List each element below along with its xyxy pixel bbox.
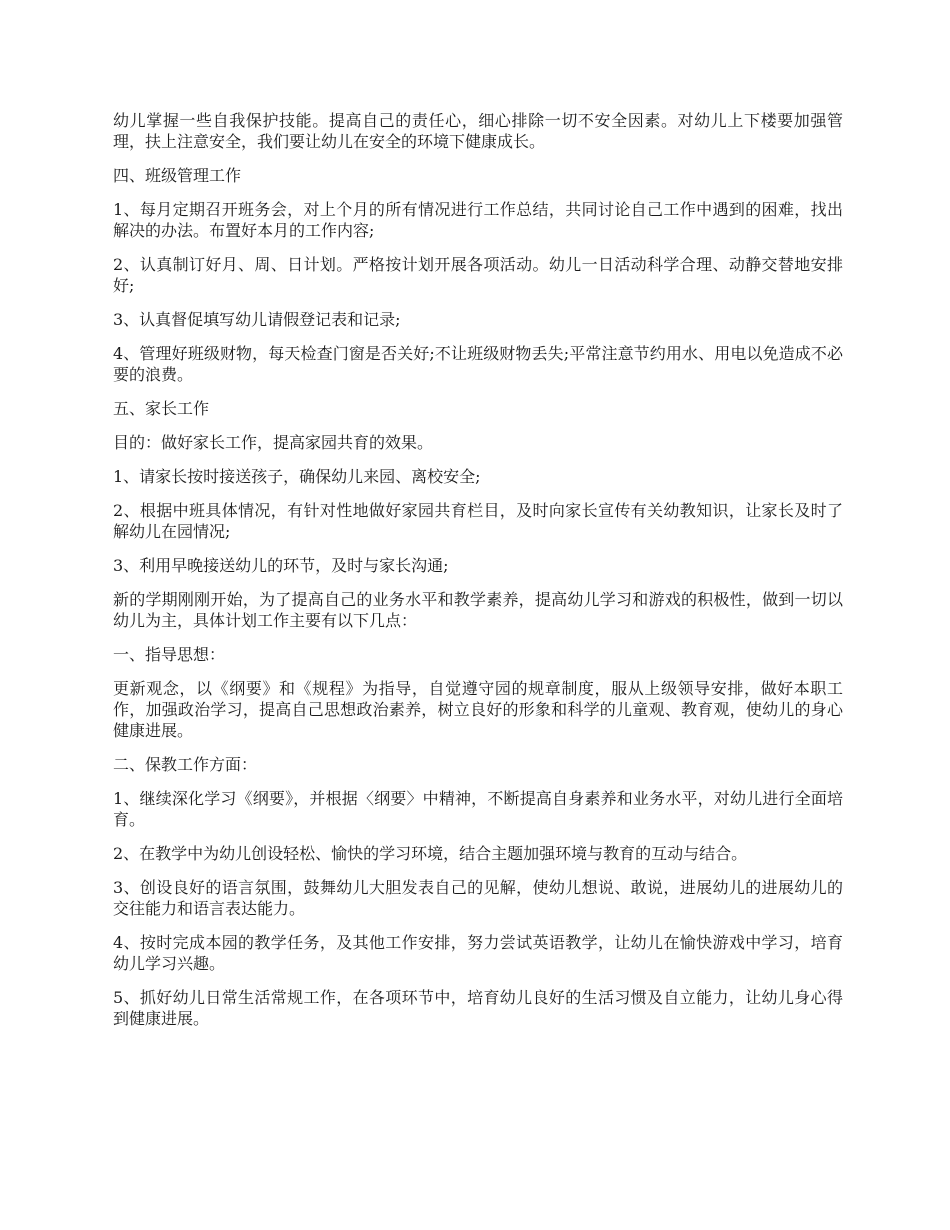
- document-page: [113, 110, 843, 1042]
- paragraph-purpose: 目的：做好家长工作，提高家园共育的效果。: [113, 433, 434, 452]
- heading-care-education: 二、保教工作方面：: [113, 755, 258, 774]
- list-item-communication: 3、利用早晚接送幼儿的环节，及时与家长沟通;: [113, 556, 449, 575]
- list-item-plans: 2、认真制订好月、周、日计划。严格按计划开展各项活动。幼儿一日活动科学合理、动静交替地安排好;: [113, 255, 843, 295]
- paragraph-safety-continuation: 幼儿掌握一些自我保护技能。提高自己的责任心，细心排除一切不安全因素。对幼儿上下楼要加强管理，扶上注意安全，我们要让幼儿在安全的环境下健康成长。: [113, 111, 843, 151]
- paragraph-new-semester: 新的学期刚刚开始，为了提高自己的业务水平和教学素养，提高幼儿学习和游戏的积极性，做到一切以幼儿为主，具体计划工作主要有以下几点：: [113, 590, 843, 630]
- heading-class-management: 四、班级管理工作: [113, 166, 242, 185]
- list-item-teaching-tasks: 4、按时完成本园的教学任务，及其他工作安排，努力尝试英语教学，让幼儿在愉快游戏中学习，培育幼儿学习兴趣。: [113, 933, 843, 973]
- list-item-daily-routine: 5、抓好幼儿日常生活常规工作，在各项环节中，培育幼儿良好的生活习惯及自立能力，让幼儿身心得到健康进展。: [113, 988, 843, 1028]
- paragraph-update-concepts: 更新观念，以《纲要》和《规程》为指导，自觉遵守园的规章制度，服从上级领导安排，做好本职工作，加强政治学习，提高自己思想政治素养，树立良好的形象和科学的儿童观、教育观，使幼儿的身心健康进展。: [113, 679, 843, 740]
- heading-guiding-thought: 一、指导思想：: [113, 645, 226, 664]
- list-item-class-property: 4、管理好班级财物，每天检查门窗是否关好;不让班级财物丢失;平常注意节约用水、用电以免造成不必要的浪费。: [113, 344, 843, 384]
- list-item-language-atmosphere: 3、创设良好的语言氛围，鼓舞幼儿大胆发表自己的见解，使幼儿想说、敢说，进展幼儿的进展幼儿的交往能力和语言表达能力。: [113, 878, 843, 918]
- list-item-home-school-column: 2、根据中班具体情况，有针对性地做好家园共育栏目，及时向家长宣传有关幼教知识，让家长及时了解幼儿在园情况;: [113, 501, 843, 541]
- list-item-study-outline: 1、继续深化学习《纲要》，并根据〈纲要〉中精神，不断提高自身素养和业务水平，对幼儿进行全面培育。: [113, 789, 843, 829]
- list-item-class-meeting: 1、每月定期召开班务会，对上个月的所有情况进行工作总结，共同讨论自己工作中遇到的困难，找出解决的办法。布置好本月的工作内容;: [113, 200, 843, 240]
- heading-parent-work: 五、家长工作: [113, 399, 210, 418]
- list-item-leave-records: 3、认真督促填写幼儿请假登记表和记录;: [113, 310, 401, 329]
- list-item-pickup: 1、请家长按时接送孩子，确保幼儿来园、离校安全;: [113, 467, 481, 486]
- list-item-learning-environment: 2、在教学中为幼儿创设轻松、愉快的学习环境，结合主题加强环境与教育的互动与结合。: [113, 844, 748, 863]
